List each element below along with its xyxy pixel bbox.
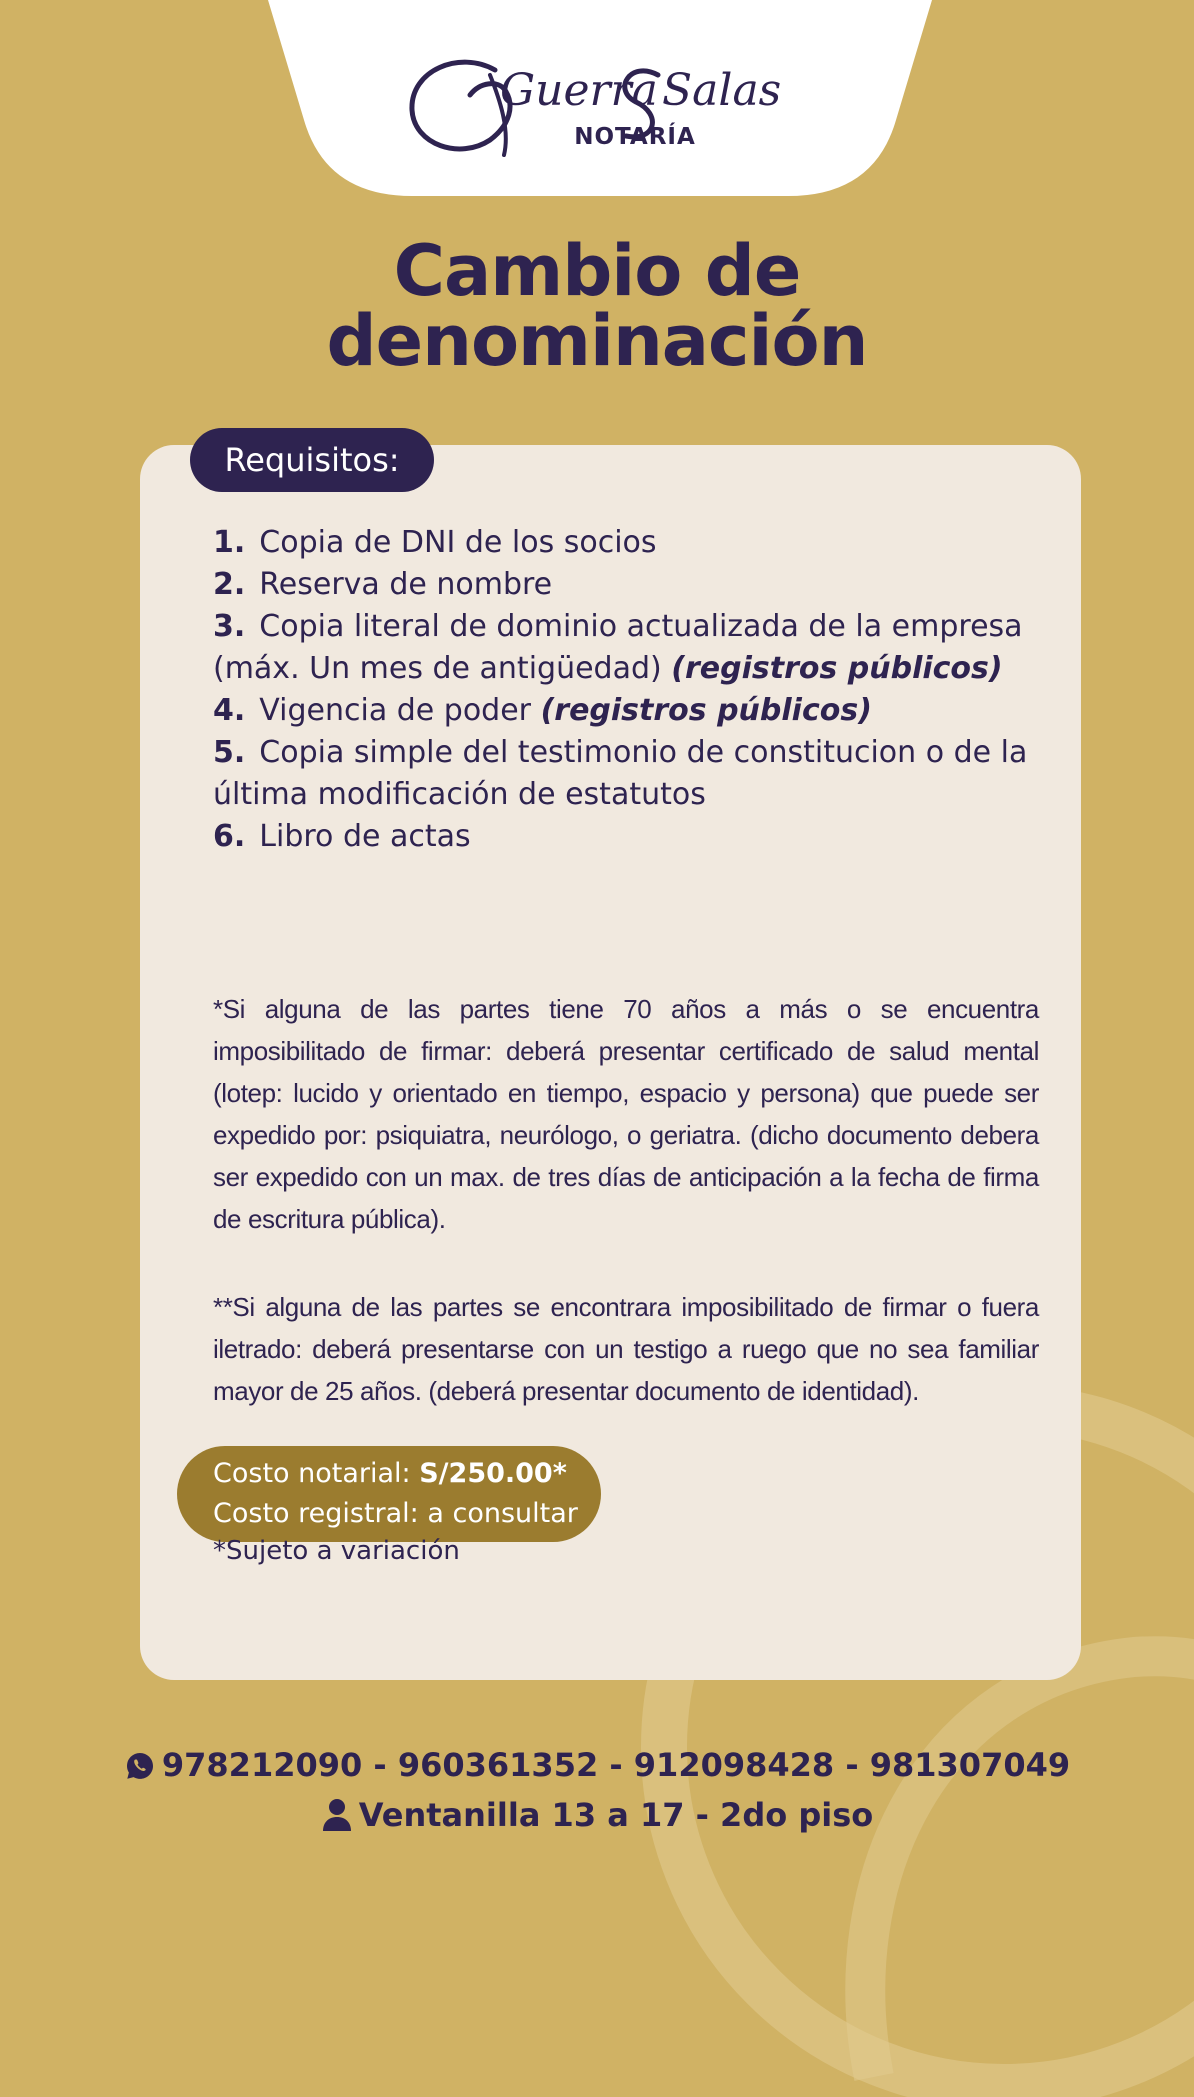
whatsapp-icon	[124, 1750, 156, 1782]
item-text: Libro de actas	[259, 819, 471, 854]
person-icon	[321, 1798, 353, 1832]
list-item	[213, 606, 1053, 690]
item-emphasis: (registros públicos)	[671, 651, 1003, 686]
address	[0, 1796, 1194, 1834]
note-witness-requirement: **Si alguna de las partes se encontrara imposibilitado de firmar o fuera iletrado: deberá presentarse con un testigo a ruego que no sea familiar mayor de 25 años. (deberá presentar documento de identidad).	[213, 1292, 1039, 1406]
notarial-cost-label: Costo notarial:	[213, 1458, 420, 1489]
notarial-cost	[177, 1454, 601, 1494]
page-title	[0, 230, 1194, 382]
list-item	[213, 690, 1053, 732]
item-number: 2.	[213, 567, 246, 602]
address-text: Ventanilla 13 a 17 - 2do piso	[358, 1796, 874, 1834]
logo-subtitle: NOTARÍA	[574, 124, 696, 150]
item-number: 5.	[213, 735, 246, 770]
list-item	[213, 732, 1053, 816]
logo-brand-b: Salas	[662, 65, 782, 116]
item-number: 3.	[213, 609, 246, 644]
list-item	[213, 564, 1053, 606]
registral-cost: Costo registral: a consultar	[213, 1498, 578, 1529]
item-number: 4.	[213, 693, 246, 728]
cost-badge	[177, 1446, 601, 1542]
phone-list: 978212090 - 960361352 - 912098428 - 981307049	[161, 1746, 1071, 1784]
list-item	[213, 816, 1053, 858]
phone-numbers	[0, 1746, 1194, 1784]
requirements-list	[213, 522, 1053, 858]
notarial-cost-value: S/250.00*	[419, 1458, 567, 1489]
item-text: Copia literal de dominio actualizada de la empresa (máx. Un mes de antigüedad)	[213, 609, 1023, 686]
item-text: Copia simple del testimonio de constitucion o de la última modificación de estatutos	[213, 735, 1028, 812]
item-number: 6.	[213, 819, 246, 854]
item-emphasis: (registros públicos)	[540, 693, 872, 728]
title-line-2: denominación	[326, 300, 868, 382]
item-text: Reserva de nombre	[259, 567, 553, 602]
note-age-requirement: *Si alguna de las partes tiene 70 años a más o se encuentra imposibilitado de firmar: deberá presentar certificado de salud mental (lotep: lucido y orientado en tiempo, espacio y persona) que puede ser expedido por: psiquiatra, neurólogo, o geriatra. (dicho documento debera ser expedido con un max. de tres días de anticipación a la fecha de firma de escritura pública).	[213, 994, 1039, 1234]
requirements-label: Requisitos:	[190, 428, 434, 492]
item-text: Copia de DNI de los socios	[259, 525, 657, 560]
logo-brand-a: Guerra	[500, 65, 658, 116]
item-text: Vigencia de poder	[259, 693, 532, 728]
title-line-1: Cambio de	[393, 230, 801, 312]
list-item	[213, 522, 1053, 564]
cost-disclaimer: *Sujeto a variación	[213, 1536, 460, 1566]
item-number: 1.	[213, 525, 246, 560]
